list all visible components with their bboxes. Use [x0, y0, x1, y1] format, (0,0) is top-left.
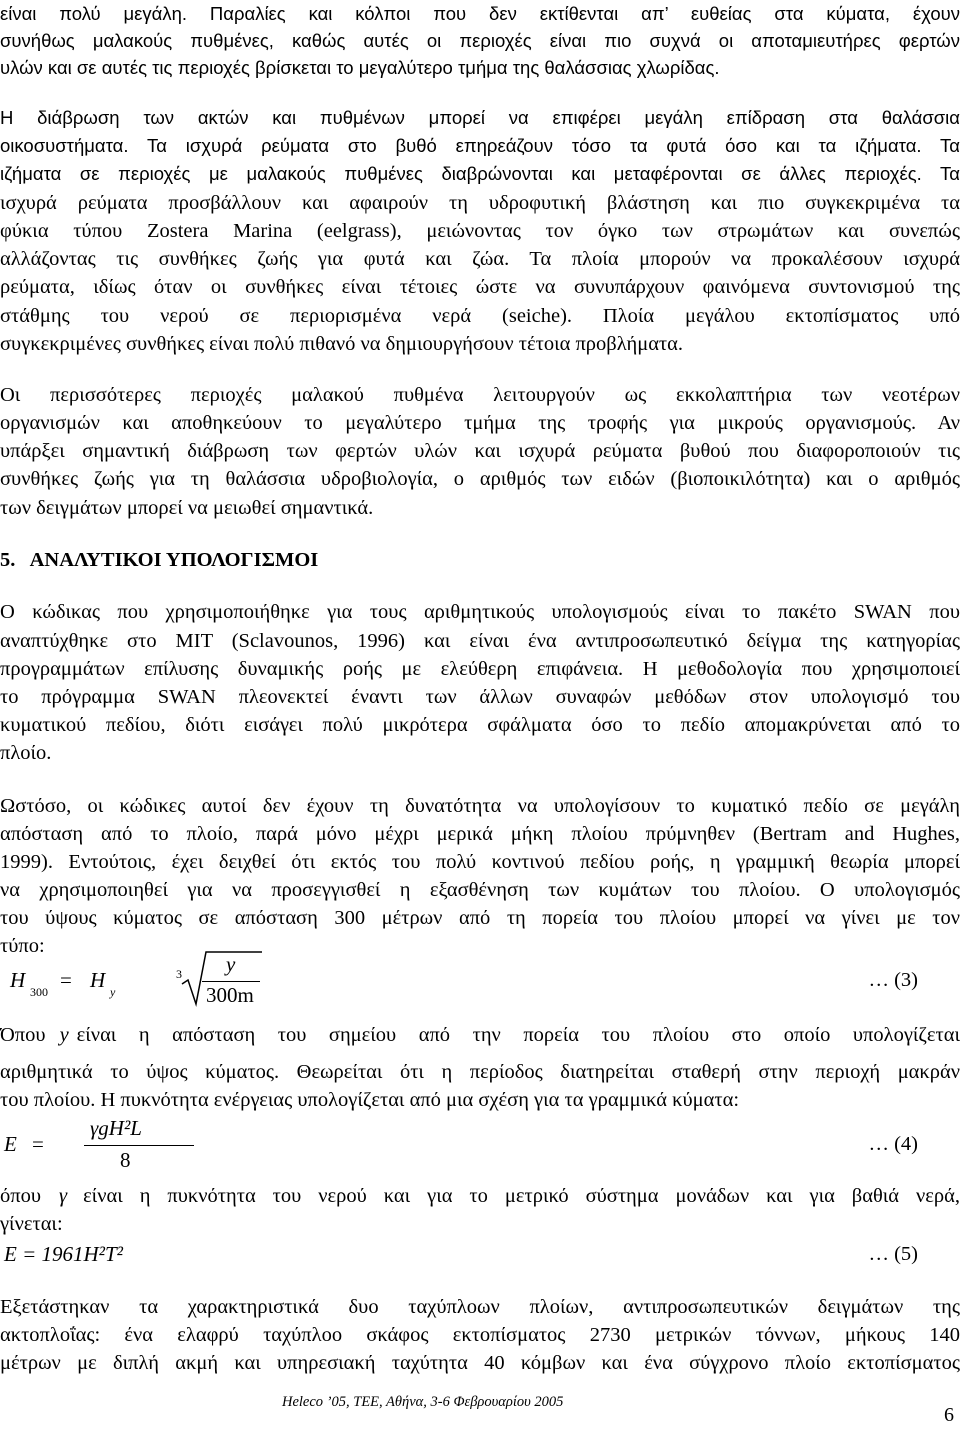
text-line: αλλάζοντας τις συνθήκες ζωής για φυτά και ζώα. Τα πλοία μπορούν να προκαλέσουν ισχυρά	[0, 248, 960, 270]
text-line: κυματικού πεδίου, διότι εισάγει πολύ μικρότερα σφάλματα όσο το πεδίο απομακρύνεται από το	[0, 714, 960, 736]
text-line: αριθμητικά το ύψος κύματος. Θεωρείται ότι η περίοδος διατηρείται σταθερή στην περιοχή μακράν	[0, 1061, 960, 1083]
equation-number: … (5)	[868, 1243, 918, 1265]
text-line	[0, 1021, 960, 1049]
text-line: ισχυρά ρεύματα προσβάλλουν και αφαιρούν τη υδροφυτική βλάστηση και πιο συγκεκριμένα τα	[0, 192, 960, 214]
text-line: μέτρων με διπλή ακμή και υπηρεσιακή ταχύτητα 40 κόμβων και ένα σύγχρονο πλοίο εκτοπίσματος	[0, 1352, 960, 1374]
fraction-bar	[84, 1145, 194, 1146]
text-line: Οι περισσότερες περιοχές μαλακού πυθμένα λειτουργούν ως εκκολαπτήρια των νεοτέρων	[0, 384, 960, 406]
text-line: πλοίο.	[0, 742, 52, 764]
text-line: οργανισμών και αποθηκεύουν το μεγαλύτερο τμήμα της τροφής για μικρούς οργανισμούς. Αν	[0, 412, 960, 434]
text-line: υπάρξει σημαντική διάβρωση των φερτών υλών και ισχυρά ρεύματα βυθού που διαφοροποιούν τις	[0, 440, 960, 462]
equation-rhs-subscript: y	[110, 985, 116, 999]
text-line: Εξετάστηκαν τα χαρακτηριστικά δυο ταχύπλοων πλοίων, αντιπροσωπευτικών δειγμάτων της	[0, 1296, 960, 1318]
fraction-denominator: 8	[120, 1148, 131, 1172]
text-fragment: Όπου	[0, 1024, 46, 1046]
text-line: Η διάβρωση των ακτών και πυθμένων μπορεί να επιφέρει μεγάλη επίδραση στα θαλάσσια	[0, 107, 960, 128]
text-line: υλών και σε αυτές τις περιοχές βρίσκεται το μεγαλύτερο τμήμα της θαλάσσιας χλωρίδας.	[0, 57, 720, 78]
text-line: συνήθως μαλακούς πυθμένες, καθώς αυτές οι περιοχές είναι πιο συχνά οι αποταμιευτήρες φερτών	[0, 30, 960, 51]
text-fragment: είναι η απόσταση του σημείου από την πορεία του πλοίου στο οποίο υπολογίζεται	[76, 1024, 960, 1046]
text-line: του ύψους κύματος σε απόσταση 300 μέτρων από τη πορεία του πλοίου μπορεί να γίνει με τον	[0, 907, 960, 929]
text-line: ρεύματα, ιδίως όταν οι συνθήκες είναι τέτοιες ώστε να συνυπάρχουν φαινόμενα συντονισμού της	[0, 276, 960, 298]
text-line: συνθήκες ζωής για τη θαλάσσια υδροβιολογία, ο αριθμός των ειδών (βιοποικιλότητα) και ο αριθμός	[0, 468, 960, 490]
text-fragment: όπου	[0, 1185, 41, 1207]
text-line: αναπτύχθηκε στο MIT (Sclavounos, 1996) και είναι ένα αντιπροσωπευτικό δείγμα της κατηγορίας	[0, 630, 960, 652]
equation-lhs: E	[4, 1132, 17, 1156]
text-line: είναι πολύ μεγάλη. Παραλίες και κόλποι που δεν εκτίθενται απ’ ευθείας στα κύματα, έχουν	[0, 3, 960, 24]
text-line: απόσταση από το πλοίο, παρά μόνο μέχρι μερικά μήκη πλοίου πρύμνηθεν (Bertram and Hughes,	[0, 823, 960, 845]
text-line: Ωστόσο, οι κώδικες αυτοί δεν έχουν τη δυνατότητα να υπολογίσουν το κυματικό πεδίο σε μεγάλη	[0, 795, 960, 817]
text-line: φύκια τύπου Zostera Marina (eelgrass), μειώνοντας τον όγκο των στρωμάτων και συνεπώς	[0, 220, 960, 242]
text-line: Ο κώδικας που χρησιμοποιήθηκε για τους αριθμητικούς υπολογισμούς είναι το πακέτο SWAN που	[0, 601, 960, 623]
text-line: οικοσυστήματα. Τα ισχυρά ρεύματα στο βυθό επηρεάζουν τόσο τα φυτά όσο και τα ιζήματα. Τα	[0, 135, 960, 156]
equation-expression: E = 1961H²T²	[4, 1242, 123, 1266]
text-line: γίνεται:	[0, 1213, 63, 1235]
equation-equals: =	[32, 1132, 44, 1156]
text-line: να χρησιμοποιηθεί για να προσεγγισθεί η εξασθένηση των κυμάτων του πλοίου. Ο υπολογισμός	[0, 879, 960, 901]
variable-gamma: γ	[59, 1185, 68, 1207]
fraction-denominator: 300m	[206, 983, 254, 1007]
text-line: το πρόγραμμα SWAN πλεονεκτεί έναντι των άλλων συναφών μεθόδων στον υπολογισμό του	[0, 686, 960, 708]
equation-lhs-subscript: 300	[30, 985, 48, 999]
text-line: στάθμης του νερού σε περιορισμένα νερά (seiche). Πλοία μεγάλου εκτοπίσματος υπό	[0, 305, 960, 327]
section-heading: 5. ΑΝΑΛΥΤΙΚΟΙ ΥΠΟΛΟΓΙΣΜΟΙ	[0, 549, 319, 571]
text-line: ιζήματα σε περιοχές με μαλακούς πυθμένες διαβρώνονται και μεταφέρονται σε άλλες περιοχές. Τα	[0, 163, 960, 184]
equation-rhs: H	[90, 968, 106, 992]
variable-y: y	[59, 1024, 69, 1046]
text-line: ακτοπλοΐας: ένα ελαφρύ ταχύπλοο σκάφος εκτοπίσματος 2730 μετρικών τόννων, μήκους 140	[0, 1324, 960, 1346]
fraction-numerator: y	[226, 952, 236, 976]
text-line: του πλοίου. Η πυκνότητα ενέργειας υπολογίζεται από μια σχέση για τα γραμμικά κύματα:	[0, 1089, 740, 1111]
text-line: 1999). Εντούτοις, έχει δειχθεί ότι εκτός του πολύ κοντινού πεδίου ροής, η γραμμική θεωρία μπορεί	[0, 851, 960, 873]
equation-lhs: H	[10, 968, 26, 992]
text-line: των δειγμάτων μπορεί να μειωθεί σημαντικά.	[0, 497, 374, 519]
text-line	[0, 1182, 960, 1210]
equation-equals: =	[60, 968, 72, 992]
text-line: τύπο:	[0, 935, 45, 957]
equation-number: … (3)	[868, 969, 918, 991]
root-index: 3	[176, 967, 182, 981]
page-footer: Heleco ’05, ΤΕΕ, Αθήνα, 3-6 Φεβρουαρίου 2005	[282, 1394, 564, 1410]
fraction-numerator: γgH²L	[90, 1116, 142, 1140]
equation-number: … (4)	[868, 1133, 918, 1155]
text-fragment: είναι η πυκνότητα του νερού και για το μετρικό σύστημα μονάδων και για βαθιά νερά,	[83, 1185, 960, 1207]
page-number: 6	[944, 1404, 954, 1426]
text-line: συγκεκριμένες συνθήκες είναι πολύ πιθανό να δημιουργήσουν τέτοια προβλήματα.	[0, 333, 684, 355]
text-line: προγραμμάτων επίλυσης δυναμικής ροής με ελεύθερη επιφάνεια. Η μεθοδολογία που χρησιμοποιεί	[0, 658, 960, 680]
